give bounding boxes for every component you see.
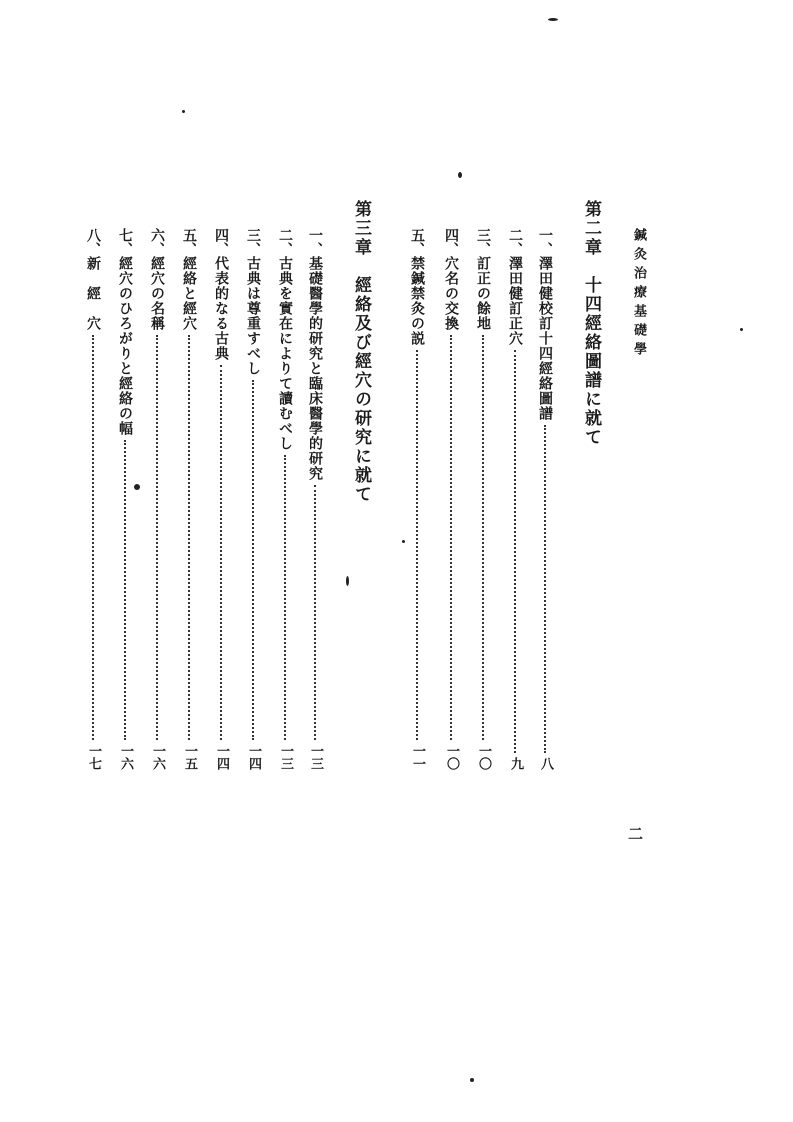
scan-speck [458,172,462,178]
chapter-heading: 第二章 十四經絡圖譜に就て [581,200,601,447]
dot-leader [92,335,94,740]
entry-label: 穴名の交換 [443,256,459,331]
toc-entry[interactable] [112,228,138,770]
dot-leader [284,455,286,740]
dot-leader [544,425,546,753]
entry-label: 澤田健訂正穴 [507,256,523,346]
running-header: 鍼灸治療基礎學 [631,228,646,361]
dot-leader [482,335,484,740]
entry-page: 一〇 [476,744,491,770]
entry-label: 古典は尊重すべし [245,256,261,376]
scan-speck [470,1078,474,1082]
toc-entry[interactable] [208,228,234,770]
entry-label: 經穴のひろがりと經絡の幅 [117,256,133,436]
dot-leader [124,440,126,740]
entry-label: 經穴の名稱 [149,256,165,331]
entry-label: 禁鍼禁灸の説 [409,256,425,346]
scan-speck [134,484,140,490]
entry-number: 二、 [277,228,293,256]
entry-page: 一四 [246,744,261,770]
entry-number: 三、 [245,228,261,256]
dot-leader [220,365,222,740]
dot-leader [252,380,254,740]
dot-leader [156,335,158,740]
toc-entry[interactable] [144,228,170,770]
entry-label: 代表的なる古典 [213,256,229,361]
entry-number: 二、 [507,228,523,256]
entry-number: 四、 [443,228,459,256]
entry-page: 一三 [278,744,293,770]
toc-entry[interactable] [404,228,430,770]
entry-number: 七、 [117,228,133,256]
toc-entry[interactable] [176,228,202,770]
scan-speck [402,540,405,543]
toc-entry[interactable] [502,228,528,770]
entry-page: 一五 [182,744,197,770]
dot-leader [514,350,516,753]
entry-page: 九 [508,757,523,770]
entry-page: 一一 [410,744,425,770]
dot-leader [416,350,418,740]
toc-entry[interactable] [438,228,464,770]
entry-number: 五、 [181,228,197,256]
entry-label: 經絡と經穴 [181,256,197,331]
toc-entry[interactable] [272,228,298,770]
scan-speck [740,328,743,331]
dot-leader [450,335,452,740]
entry-label: 基礎醫學的研究と臨床醫學的研究 [307,256,323,481]
entry-page: 一六 [150,744,165,770]
toc-entry[interactable] [532,228,558,770]
scan-speck [182,110,185,113]
dot-leader [188,335,190,740]
entry-page: 一四 [214,744,229,770]
entry-label: 訂正の餘地 [475,256,491,331]
scan-speck [346,576,349,586]
entry-number: 三、 [475,228,491,256]
entry-page: 一七 [86,744,101,770]
entry-label: 古典を實在によりて讀むべし [277,256,293,451]
entry-page: 一〇 [444,744,459,770]
entry-number: 五、 [409,228,425,256]
dot-leader [314,485,316,740]
toc-entry[interactable] [240,228,266,770]
entry-number: 四、 [213,228,229,256]
toc-entry[interactable] [80,228,106,770]
entry-number: 一、 [537,228,553,256]
entry-number: 六、 [149,228,165,256]
entry-page: 一六 [118,744,133,770]
toc-entry[interactable] [302,228,328,770]
entry-page: 一三 [308,744,323,770]
entry-number: 八、 [85,228,101,256]
toc-entry[interactable] [470,228,496,770]
entry-page: 八 [538,757,553,770]
entry-number: 一、 [307,228,323,256]
entry-label: 新 經 穴 [85,256,101,331]
page-number: 二 [626,826,644,841]
chapter-heading: 第三章 經絡及び經穴の研究に就て [351,200,371,504]
scan-speck [548,18,558,21]
entry-label: 澤田健校訂十四經絡圖譜 [537,256,553,421]
